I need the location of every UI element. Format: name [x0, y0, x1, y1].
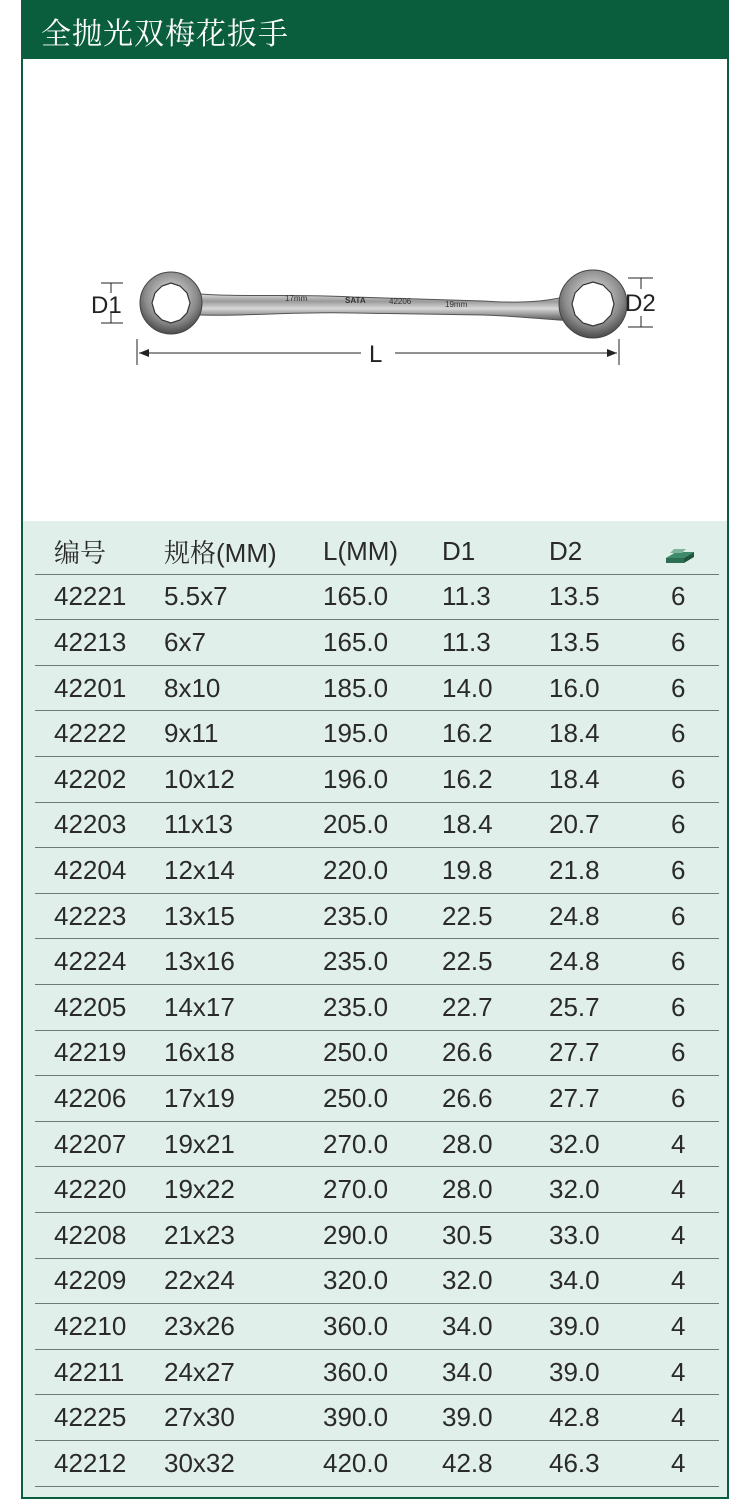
cell-size: 19x22	[164, 1174, 235, 1205]
cell-pack-qty: 6	[671, 946, 686, 977]
cell-code: 42205	[54, 991, 127, 1022]
cell-length: 195.0	[323, 718, 389, 749]
cell-pack-qty: 6	[671, 900, 686, 931]
cell-d2: 18.4	[549, 718, 600, 749]
cell-length: 196.0	[323, 763, 389, 794]
cell-d2: 39.0	[549, 1356, 600, 1387]
cell-code: 42209	[54, 1265, 127, 1296]
cell-pack-qty: 6	[671, 626, 686, 657]
col-header-size: 规格(MM)	[164, 537, 277, 568]
cell-d1: 11.3	[442, 626, 491, 657]
cell-size: 5.5x7	[164, 581, 228, 612]
label-d1: D1	[91, 292, 122, 319]
cell-code: 42203	[54, 809, 127, 840]
cell-size: 9x11	[164, 718, 219, 749]
table-header-row	[35, 529, 719, 575]
cell-length: 165.0	[323, 581, 389, 612]
cell-size: 8x10	[164, 672, 221, 703]
cell-code: 42211	[54, 1356, 125, 1387]
cell-length: 390.0	[323, 1402, 389, 1433]
cell-d2: 25.7	[549, 991, 600, 1022]
table-row	[35, 894, 719, 940]
page-title: 全抛光双梅花扳手	[41, 17, 289, 52]
cell-pack-qty: 4	[671, 1265, 686, 1296]
engrave-model: 42206	[389, 297, 412, 306]
cell-length: 250.0	[323, 1037, 389, 1068]
cell-d1: 30.5	[442, 1219, 493, 1250]
cell-code: 42213	[54, 626, 127, 657]
cell-d1: 34.0	[442, 1356, 493, 1387]
cell-d2: 33.0	[549, 1219, 600, 1250]
cell-code: 42220	[54, 1174, 127, 1205]
cell-code: 42210	[54, 1310, 127, 1341]
cell-d1: 32.0	[442, 1265, 493, 1296]
table-row	[35, 1304, 719, 1350]
cell-d1: 28.0	[442, 1128, 493, 1159]
table-row	[35, 711, 719, 757]
col-header-d1: D1	[442, 535, 476, 566]
product-figure	[23, 61, 727, 521]
cell-pack-qty: 6	[671, 672, 686, 703]
cell-pack-qty: 6	[671, 854, 686, 885]
cell-size: 24x27	[164, 1356, 235, 1387]
cell-d2: 46.3	[549, 1447, 600, 1478]
cell-length: 165.0	[323, 626, 389, 657]
cell-pack-qty: 6	[671, 718, 686, 749]
cell-d1: 14.0	[442, 672, 493, 703]
wrench-diagram	[23, 61, 727, 521]
cell-d1: 28.0	[442, 1174, 493, 1205]
cell-pack-qty: 6	[671, 809, 686, 840]
cell-d2: 42.8	[549, 1402, 600, 1433]
table-row	[35, 1213, 719, 1259]
cell-length: 360.0	[323, 1356, 389, 1387]
cell-d1: 16.2	[442, 718, 493, 749]
engrave-brand: SATA	[345, 296, 366, 305]
cell-length: 235.0	[323, 991, 389, 1022]
table-row	[35, 803, 719, 849]
cell-code: 42222	[54, 718, 127, 749]
cell-code: 42212	[54, 1447, 127, 1478]
cell-pack-qty: 6	[671, 1082, 686, 1113]
cell-code: 42221	[54, 581, 127, 612]
cell-size: 19x21	[164, 1128, 235, 1159]
cell-pack-qty: 4	[671, 1447, 686, 1478]
cell-d2: 13.5	[549, 626, 600, 657]
cell-d2: 27.7	[549, 1037, 600, 1068]
cell-code: 42224	[54, 946, 127, 977]
cell-d2: 34.0	[549, 1265, 600, 1296]
cell-pack-qty: 4	[671, 1174, 686, 1205]
cell-d2: 32.0	[549, 1174, 600, 1205]
header-bar	[23, 0, 727, 61]
cell-d1: 11.3	[442, 581, 491, 612]
table-row	[35, 575, 719, 621]
box-stack-icon	[664, 546, 698, 566]
cell-pack-qty: 4	[671, 1356, 686, 1387]
cell-d2: 39.0	[549, 1310, 600, 1341]
cell-size: 13x16	[164, 946, 235, 977]
cell-d2: 21.8	[549, 854, 600, 885]
cell-d2: 24.8	[549, 900, 600, 931]
cell-d1: 22.5	[442, 946, 493, 977]
cell-d2: 16.0	[549, 672, 600, 703]
cell-length: 220.0	[323, 854, 389, 885]
cell-size: 30x32	[164, 1447, 235, 1478]
cell-length: 290.0	[323, 1219, 389, 1250]
cell-length: 270.0	[323, 1128, 389, 1159]
cell-d1: 34.0	[442, 1310, 493, 1341]
table-row	[35, 1076, 719, 1122]
cell-pack-qty: 6	[671, 763, 686, 794]
cell-length: 320.0	[323, 1265, 389, 1296]
cell-size: 16x18	[164, 1037, 235, 1068]
cell-size: 21x23	[164, 1219, 235, 1250]
cell-length: 205.0	[323, 809, 389, 840]
cell-d1: 19.8	[442, 854, 493, 885]
cell-d2: 18.4	[549, 763, 600, 794]
table-row	[35, 1259, 719, 1305]
cell-size: 12x14	[164, 854, 235, 885]
cell-length: 360.0	[323, 1310, 389, 1341]
cell-d2: 32.0	[549, 1128, 600, 1159]
cell-d1: 42.8	[442, 1447, 493, 1478]
table-row	[35, 620, 719, 666]
engrave-right: 19mm	[445, 300, 468, 309]
cell-pack-qty: 4	[671, 1128, 686, 1159]
cell-code: 42208	[54, 1219, 127, 1250]
table-row	[35, 1167, 719, 1213]
cell-d1: 22.7	[442, 991, 493, 1022]
cell-code: 42225	[54, 1402, 127, 1433]
cell-code: 42223	[54, 900, 127, 931]
table-row	[35, 1395, 719, 1441]
spec-table	[23, 521, 727, 1497]
cell-d1: 22.5	[442, 900, 493, 931]
cell-d1: 26.6	[442, 1082, 493, 1113]
cell-d2: 20.7	[549, 809, 600, 840]
cell-code: 42219	[54, 1037, 127, 1068]
engrave-left: 17mm	[285, 294, 308, 303]
cell-size: 22x24	[164, 1265, 235, 1296]
cell-d2: 24.8	[549, 946, 600, 977]
cell-length: 235.0	[323, 900, 389, 931]
cell-d1: 16.2	[442, 763, 493, 794]
table-row	[35, 1122, 719, 1168]
cell-length: 185.0	[323, 672, 389, 703]
table-row	[35, 666, 719, 712]
cell-length: 250.0	[323, 1082, 389, 1113]
col-header-code: 编号	[54, 537, 107, 568]
cell-pack-qty: 6	[671, 1037, 686, 1068]
cell-size: 13x15	[164, 900, 235, 931]
table-row	[35, 757, 719, 803]
cell-pack-qty: 4	[671, 1402, 686, 1433]
cell-d2: 13.5	[549, 581, 600, 612]
table-row	[35, 1441, 719, 1487]
cell-length: 270.0	[323, 1174, 389, 1205]
cell-d1: 26.6	[442, 1037, 493, 1068]
cell-size: 23x26	[164, 1310, 235, 1341]
cell-code: 42207	[54, 1128, 127, 1159]
table-row	[35, 939, 719, 985]
cell-d1: 39.0	[442, 1402, 493, 1433]
cell-pack-qty: 4	[671, 1219, 686, 1250]
col-header-length: L(MM)	[323, 535, 399, 566]
col-header-d2: D2	[549, 535, 583, 566]
cell-size: 27x30	[164, 1402, 235, 1433]
table-row	[35, 848, 719, 894]
label-d2: D2	[625, 290, 656, 317]
cell-pack-qty: 4	[671, 1310, 686, 1341]
wrench-shaft	[173, 291, 583, 320]
cell-size: 17x19	[164, 1082, 235, 1113]
table-row	[35, 1031, 719, 1077]
cell-size: 6x7	[164, 626, 206, 657]
cell-length: 235.0	[323, 946, 389, 977]
cell-pack-qty: 6	[671, 991, 686, 1022]
cell-length: 420.0	[323, 1447, 389, 1478]
cell-code: 42202	[54, 763, 127, 794]
cell-size: 11x13	[164, 809, 233, 840]
table-row	[35, 1350, 719, 1396]
product-sheet	[21, 0, 729, 1499]
cell-size: 14x17	[164, 991, 235, 1022]
cell-code: 42206	[54, 1082, 127, 1113]
cell-code: 42204	[54, 854, 127, 885]
table-row	[35, 985, 719, 1031]
label-l: L	[369, 341, 383, 368]
cell-size: 10x12	[164, 763, 235, 794]
cell-d1: 18.4	[442, 809, 493, 840]
cell-pack-qty: 6	[671, 581, 686, 612]
cell-code: 42201	[54, 672, 127, 703]
cell-d2: 27.7	[549, 1082, 600, 1113]
